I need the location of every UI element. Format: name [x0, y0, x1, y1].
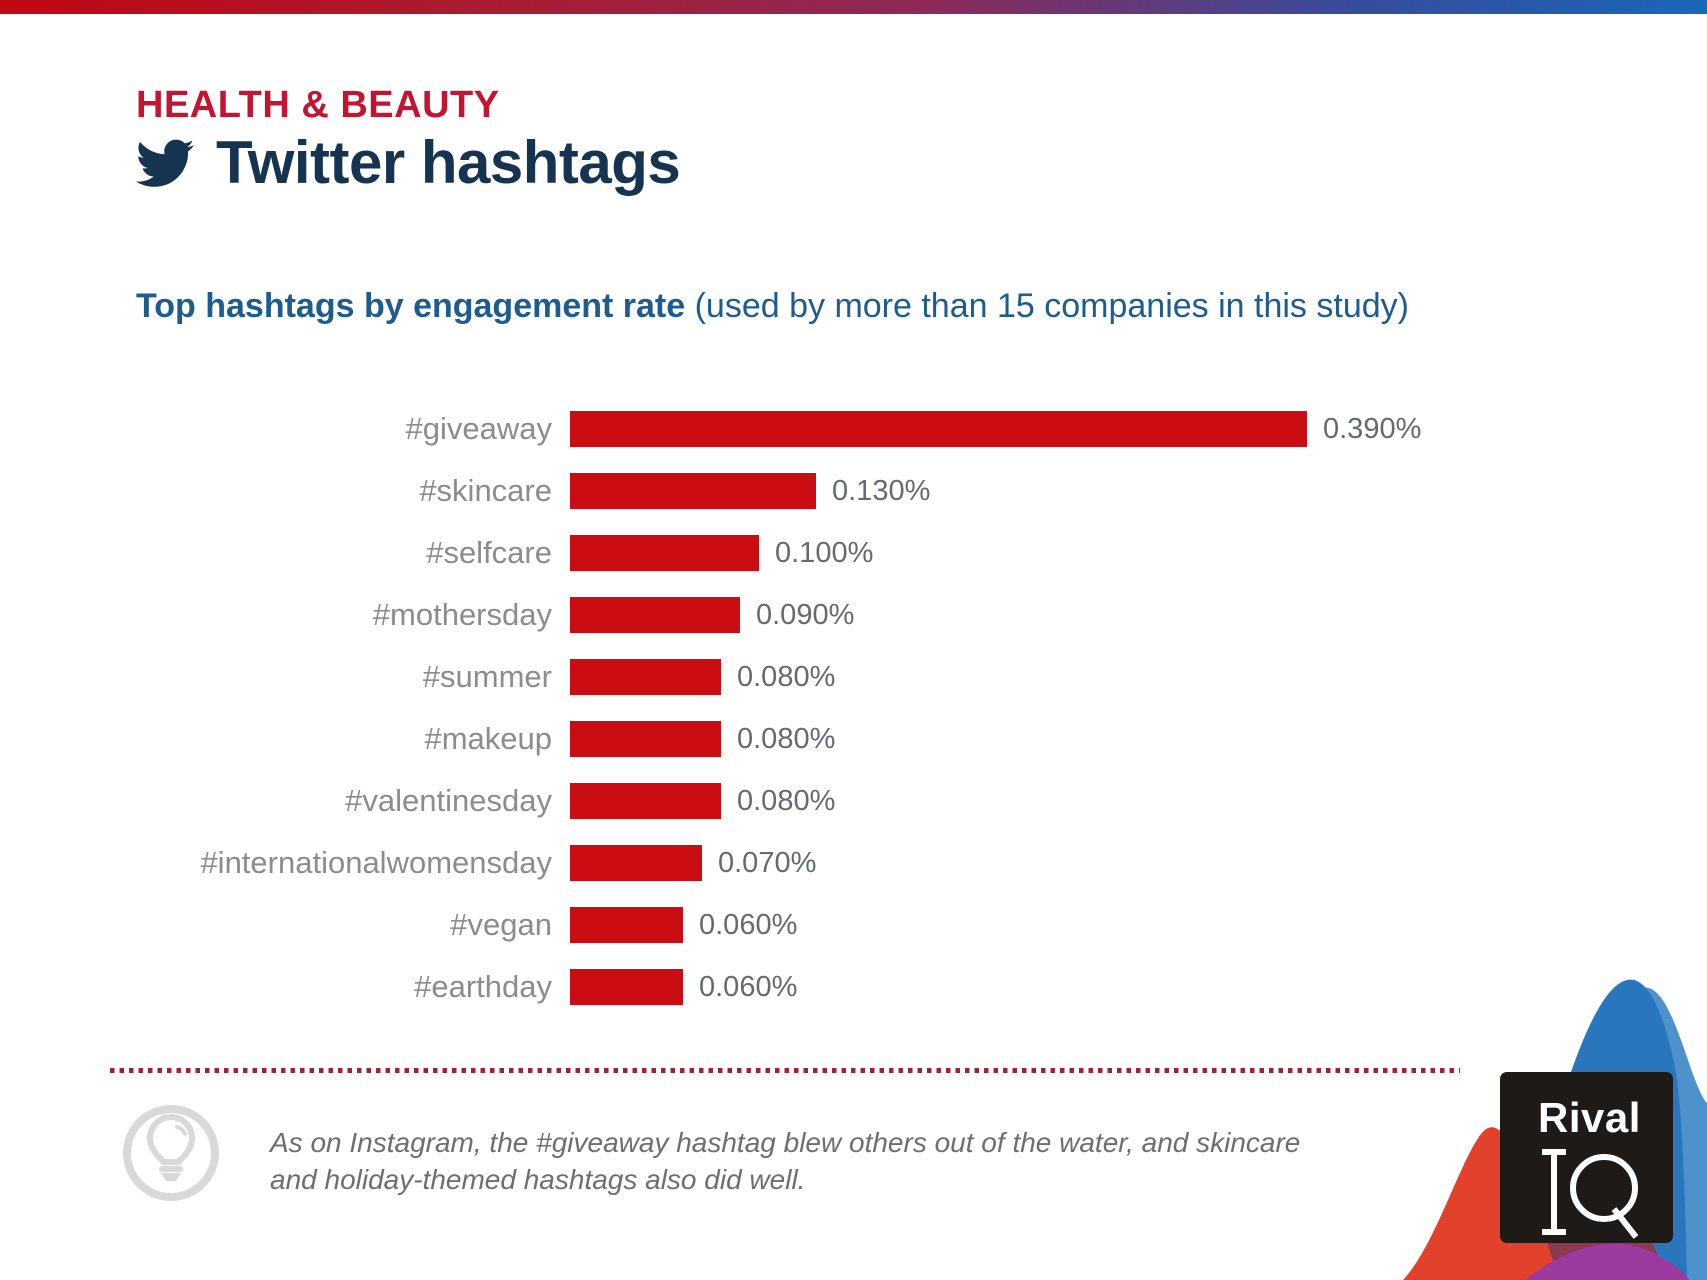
bar: [570, 721, 721, 757]
hashtag-label: #skincare: [419, 473, 552, 508]
bar-value-label: 0.060%: [699, 908, 798, 941]
top-gradient-bar: [0, 0, 1707, 14]
chart-subtitle: [136, 287, 1409, 326]
bar: [570, 597, 740, 633]
bar: [570, 411, 1307, 447]
twitter-icon: [136, 139, 194, 187]
category-kicker: HEALTH & BEAUTY: [136, 84, 500, 126]
bar-value-label: 0.060%: [699, 970, 798, 1003]
hashtag-label: #valentinesday: [345, 783, 552, 818]
bar-value-label: 0.070%: [718, 846, 817, 879]
chart-row: [0, 398, 1707, 460]
bar: [570, 845, 702, 881]
bar: [570, 969, 683, 1005]
chart-row: [0, 770, 1707, 832]
chart-row: [0, 584, 1707, 646]
page-title: Twitter hashtags: [216, 129, 681, 196]
title-row: [136, 128, 680, 197]
chart-row: [0, 708, 1707, 770]
bar-value-label: 0.080%: [737, 722, 836, 755]
bar: [570, 473, 816, 509]
hashtag-label: #makeup: [424, 721, 552, 756]
bar: [570, 535, 759, 571]
hashtag-label: #summer: [422, 659, 552, 694]
rival-iq-logo: [1500, 1072, 1673, 1243]
hashtag-label: #giveaway: [405, 411, 552, 446]
bar-value-label: 0.080%: [737, 784, 836, 817]
bar-value-label: 0.130%: [832, 474, 931, 507]
rival-iq-logo-word: Rival: [1538, 1094, 1641, 1141]
chart-row: [0, 894, 1707, 956]
chart-subtitle-bold: Top hashtags by engagement rate: [136, 287, 686, 325]
bar: [570, 783, 721, 819]
lightbulb-icon: [121, 1103, 221, 1203]
bar: [570, 907, 683, 943]
rival-iq-logo-iq: [1538, 1144, 1642, 1240]
insight-note: As on Instagram, the #giveaway hashtag blew others out of the water, and skincare and holiday-themed hashtags also did well.: [270, 1127, 1301, 1195]
hashtag-label: #earthday: [414, 969, 552, 1004]
hashtag-label: #selfcare: [426, 535, 552, 570]
chart-row: [0, 646, 1707, 708]
bar-value-label: 0.080%: [737, 660, 836, 693]
hashtag-label: #vegan: [450, 907, 552, 942]
hashtag-label: #mothersday: [372, 597, 552, 632]
bar-value-label: 0.100%: [775, 536, 874, 569]
bar: [570, 659, 721, 695]
hashtag-label: #internationalwomensday: [200, 845, 552, 880]
chart-row: [0, 832, 1707, 894]
bar-chart: [0, 398, 1707, 1018]
chart-row: [0, 522, 1707, 584]
dotted-divider: [110, 1068, 1460, 1073]
chart-row: [0, 460, 1707, 522]
bar-value-label: 0.090%: [756, 598, 855, 631]
bar-value-label: 0.390%: [1323, 412, 1422, 445]
chart-subtitle-rest: (used by more than 15 companies in this study): [685, 287, 1409, 325]
